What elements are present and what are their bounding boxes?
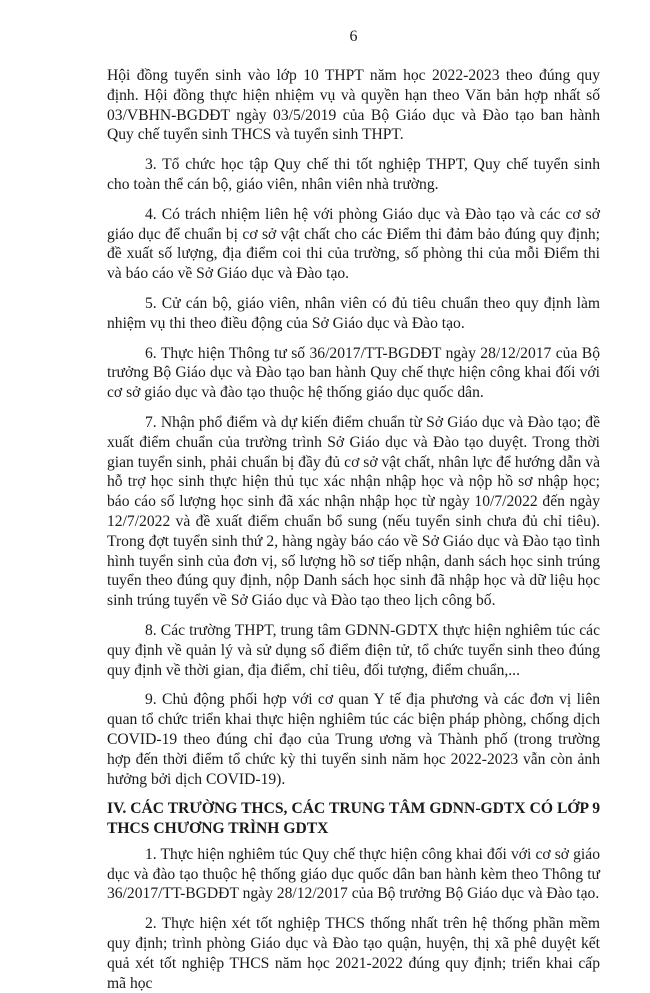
paragraph-item-9: 9. Chủ động phối hợp với cơ quan Y tế địa phương và các đơn vị liên quan tổ chức triển khai thực hiện nghiêm túc các biện pháp phòng, chống dịch COVID-19 theo đúng chỉ đạo của Trung ương và Thành phố (trong trường hợp đến thời điểm tổ chức kỳ thi tuyển sinh năm học 2022-2023 vẫn còn ảnh hưởng bởi dịch COVID-19). (107, 691, 600, 788)
paragraph-section-iv-item-2: 2. Thực hiện xét tốt nghiệp THCS thống nhất trên hệ thống phần mềm quy định; trình phòng Giáo dục và Đào tạo quận, huyện, thị xã phê duyệt kết quả xét tốt nghiệp THCS năm học 2021-2022 đúng quy định; triển khai cấp mã học (107, 915, 600, 992)
paragraph-item-3: 3. Tổ chức học tập Quy chế thi tốt nghiệp THPT, Quy chế tuyển sinh cho toàn thể cán bộ, giáo viên, nhân viên nhà trường. (107, 156, 600, 193)
paragraph-item-7: 7. Nhận phổ điểm và dự kiến điểm chuẩn từ Sở Giáo dục và Đào tạo; đề xuất điểm chuẩn của trường trình Sở Giáo dục và Đào tạo duyệt. Trong thời gian tuyển sinh, phải chuẩn bị đầy đủ cơ sở vật chất, nhân lực để hướng dẫn và hỗ trợ học sinh thực hiện thủ tục xác nhận nhập học và nộp hồ sơ nhập học; báo cáo số lượng học sinh đã xác nhận nhập học từ ngày 10/7/2022 đến ngày 12/7/2022 và đề xuất điểm chuẩn bổ sung (nếu tuyển sinh chưa đủ chỉ tiêu). Trong đợt tuyển sinh thứ 2, hàng ngày báo cáo về Sở Giáo dục và Đào tạo tình hình tuyển sinh của đơn vị, số lượng hồ sơ tiếp nhận, danh sách học sinh trúng tuyển theo đúng quy định, nộp Danh sách học sinh đã nhập học và dữ liệu học sinh trúng tuyển về Sở Giáo dục và Đào tạo theo lịch công bố. (107, 413, 600, 610)
paragraph-item-6: 6. Thực hiện Thông tư số 36/2017/TT-BGDĐT ngày 28/12/2017 của Bộ trưởng Bộ Giáo dục và Đào tạo ban hành Quy chế thực hiện công khai đối với cơ sở giáo dục và đào tạo thuộc hệ thống giáo dục quốc dân. (107, 344, 600, 402)
section-heading-iv: IV. CÁC TRƯỜNG THCS, CÁC TRUNG TÂM GDNN-GDTX CÓ LỚP 9 THCS CHƯƠNG TRÌNH GDTX (107, 800, 600, 838)
paragraph-section-iv-item-1: 1. Thực hiện nghiêm túc Quy chế thực hiện công khai đối với cơ sở giáo dục và đào tạo thuộc hệ thống giáo dục quốc dân ban hành kèm theo Thông tư 36/2017/TT-BGDĐT ngày 28/12/2017 của Bộ trưởng Bộ Giáo dục và Đào tạo. (107, 845, 600, 903)
paragraph-continuation: Hội đồng tuyển sinh vào lớp 10 THPT năm học 2022-2023 theo đúng quy định. Hội đồng thực hiện nhiệm vụ và quyền hạn theo Văn bản hợp nhất số 03/VBHN-BGDĐT ngày 03/5/2019 của Bộ Giáo dục và Đào tạo ban hành Quy chế tuyển sinh THCS và tuyển sinh THPT. (107, 67, 600, 144)
paragraph-item-5: 5. Cử cán bộ, giáo viên, nhân viên có đủ tiêu chuẩn theo quy định làm nhiệm vụ thi theo điều động của Sở Giáo dục và Đào tạo. (107, 294, 600, 332)
paragraph-item-8: 8. Các trường THPT, trung tâm GDNN-GDTX thực hiện nghiêm túc các quy định về quản lý và sử dụng sổ điểm điện tử, tổ chức tuyển sinh theo đúng quy định về thời gian, địa điểm, chỉ tiêu, đối tượng, điểm chuẩn,... (107, 621, 600, 679)
paragraph-item-4: 4. Có trách nhiệm liên hệ với phòng Giáo dục và Đào tạo và các cơ sở giáo dục để chuẩn bị cơ sở vật chất cho các Điểm thi đảm bảo đúng quy định; đề xuất số lượng, địa điểm coi thi của trường, số phòng thi của mỗi Điểm thi và báo cáo về Sở Giáo dục và Đào tạo. (107, 205, 600, 283)
page-number: 6 (349, 28, 358, 45)
